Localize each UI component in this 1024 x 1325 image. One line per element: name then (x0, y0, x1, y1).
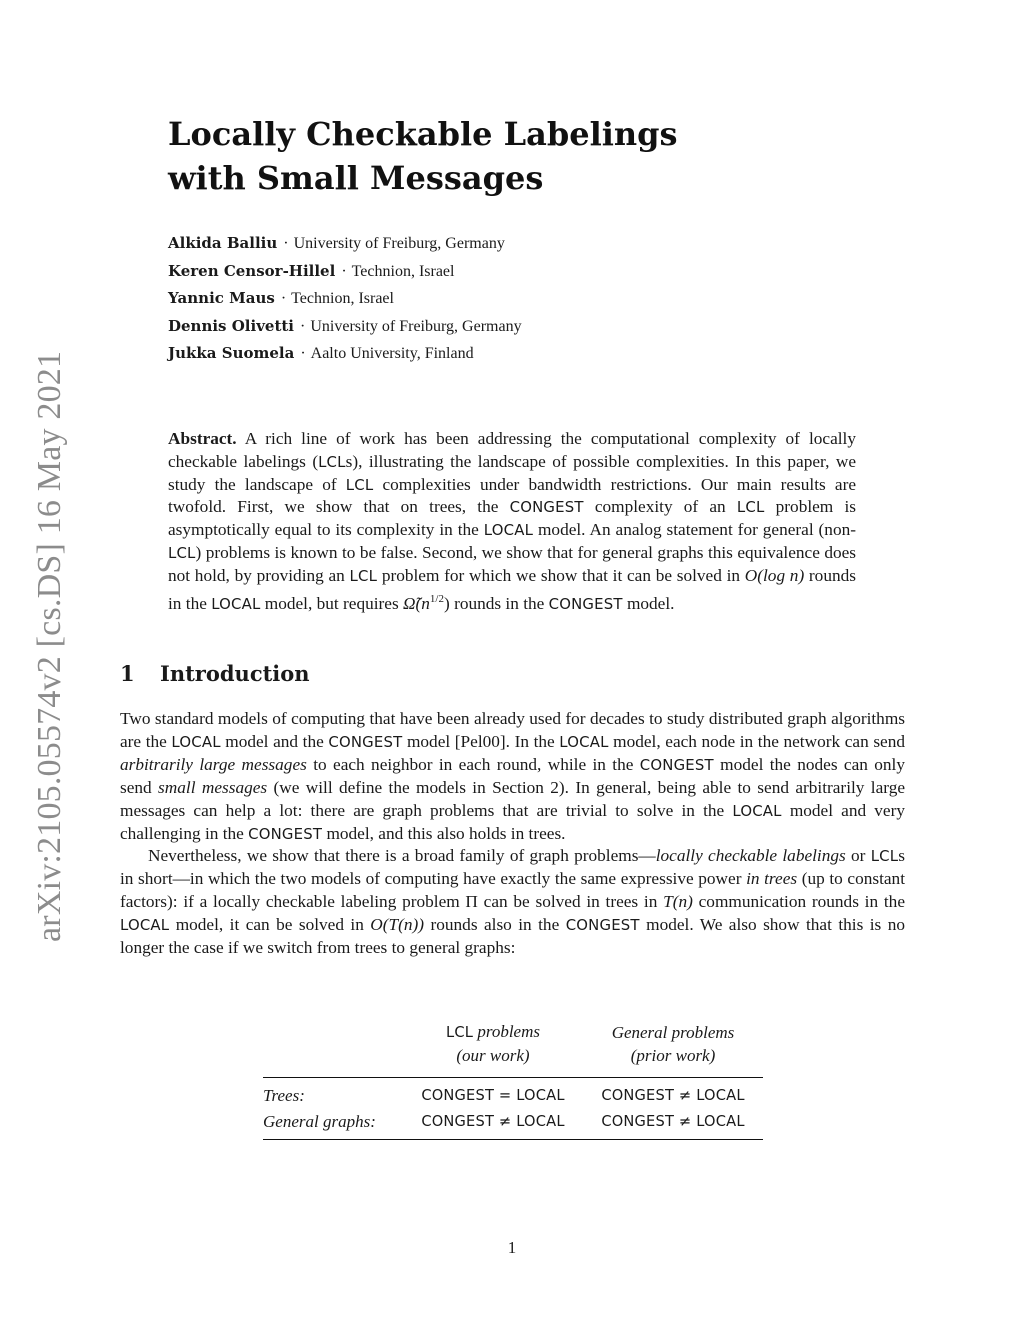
author-separator: · (300, 317, 306, 335)
author-separator: · (280, 290, 287, 307)
section-number: 1 (120, 661, 135, 686)
model-name-lcl: LCL (736, 498, 765, 517)
table-cell: CONGEST ≠ LOCAL (583, 1109, 763, 1140)
model-name-lcl: LCL (349, 566, 378, 585)
model-name-congest: CONGEST (328, 732, 403, 751)
model-name-congest: CONGEST (248, 824, 323, 843)
author-affiliation: Aalto University, Finland (310, 345, 474, 362)
model-name-lcl: LCL (446, 1024, 474, 1041)
author-separator: · (341, 262, 347, 280)
math-t-of-n: T(n) (663, 892, 693, 912)
table-cell: CONGEST ≠ LOCAL (583, 1078, 763, 1110)
model-name-local: LOCAL (483, 521, 534, 540)
model-name-lcl: LCL (318, 452, 346, 471)
table-corner (263, 1020, 403, 1078)
author-entry (168, 314, 868, 342)
author-affiliation: University of Freiburg, Germany (310, 317, 522, 335)
introduction-body (120, 708, 905, 960)
model-name-lcl: LCL (870, 847, 899, 866)
model-name-local: LOCAL (120, 916, 170, 935)
paragraph: Two standard models of computing that have been already used for decades to study distributed graph algorithms are the LOCAL model and the CONGEST model [Pel00]. In the LOCAL model, each node in the network can send arbitrarily large messages to each neighbor in each round, while in the CONGEST model the nodes can only send small messages (we will define the models in Section 2). In general, being able to send arbitrarily large messages can help a lot: there are graph problems that are trivial to solve in the LOCAL model and very challenging in the CONGEST model, and this also holds in trees. (120, 709, 906, 843)
arxiv-identifier-stamp: arXiv:2105.05574v2 [cs.DS] 16 May 2021 (31, 350, 68, 942)
model-name-local: LOCAL (559, 732, 609, 751)
column-header-lcl: LCL problems (our work) (446, 1022, 540, 1065)
math-omega-tilde: Ω̃(n (403, 593, 430, 613)
title-line-2: with Small Messages (168, 159, 544, 197)
emphasis: locally checkable labelings (655, 846, 846, 866)
table-cell: CONGEST = LOCAL (403, 1078, 583, 1110)
emphasis: small messages (158, 777, 268, 797)
math-o-log-n: O(log n) (744, 565, 805, 585)
section-heading (120, 661, 820, 686)
model-name-congest: CONGEST (639, 755, 714, 774)
column-header-general: General problems (prior work) (611, 1022, 735, 1065)
author-entry (168, 259, 868, 287)
author-entry (168, 341, 868, 369)
abstract-label: Abstract. (168, 429, 237, 448)
model-name-congest: CONGEST (509, 498, 584, 517)
model-name-lcl: LCL (168, 543, 196, 562)
comparison-table (263, 1020, 763, 1140)
model-name-congest: CONGEST (565, 916, 640, 935)
row-label: Trees: (263, 1078, 403, 1110)
emphasis: in trees (746, 869, 798, 889)
paragraph: Nevertheless, we show that there is a broad family of graph problems—locally checkable labelings or LCLs in short—in which the two models of computing have exactly the same expressive power in trees (up to constant factors): if a locally checkable labeling problem Π can be solved in trees in T(n) communication rounds in the LOCAL model, it can be solved in O(T(n)) rounds also in the CONGEST model. We also show that this is no longer the case if we switch from trees to general graphs: (120, 846, 906, 958)
title-line-1: Locally Checkable Labelings (168, 115, 678, 153)
table-cell: CONGEST ≠ LOCAL (403, 1109, 583, 1140)
author-name: Alkida Balliu (168, 234, 278, 252)
table-row (263, 1109, 763, 1140)
paper-title (168, 112, 868, 200)
author-separator: · (283, 235, 289, 252)
math-o-t-of-n: O(T(n)) (370, 915, 425, 935)
page-number: 1 (507, 1238, 517, 1257)
table-row (263, 1078, 763, 1110)
author-affiliation: University of Freiburg, Germany (293, 235, 505, 252)
model-name-congest: CONGEST (548, 594, 623, 613)
row-label: General graphs: (263, 1109, 403, 1140)
model-name-local: LOCAL (732, 801, 782, 820)
model-name-local: LOCAL (171, 732, 221, 751)
author-name: Dennis Olivetti (168, 316, 295, 335)
author-affiliation: Technion, Israel (351, 262, 455, 280)
author-list (168, 231, 868, 369)
model-name-lcl: LCL (345, 475, 374, 494)
author-affiliation: Technion, Israel (291, 290, 394, 307)
author-separator: · (300, 345, 306, 362)
author-name: Yannic Maus (168, 289, 275, 307)
author-entry (168, 286, 868, 314)
author-entry (168, 231, 868, 259)
math-exponent: 1/2 (429, 592, 444, 605)
author-name: Keren Censor-Hillel (168, 261, 336, 280)
abstract: Abstract. A rich line of work has been addressing the computational complexity of locally checkable labelings (LCLs), illustrating the landscape of possible complexities. In this paper, we study the landscape of LCL complexities under bandwidth restrictions. Our main results are twofold. First, we show that on trees, the CONGEST complexity of an LCL problem is asymptotically equal to its complexity in the LOCAL model. An analog statement for general (non-LCL) problems is known to be false. Second, we show that for general graphs this equivalence does not hold, by providing an LCL problem for which we show that it can be solved in O(log n) rounds in the LOCAL model, but requires $\Omegã(n^{1/2})$ rounds in the CONGEST model. (168, 429, 857, 613)
section-title: Introduction (160, 661, 310, 686)
author-name: Jukka Suomela (168, 344, 295, 362)
model-name-local: LOCAL (211, 594, 261, 613)
emphasis: arbitrarily large messages (120, 754, 307, 774)
